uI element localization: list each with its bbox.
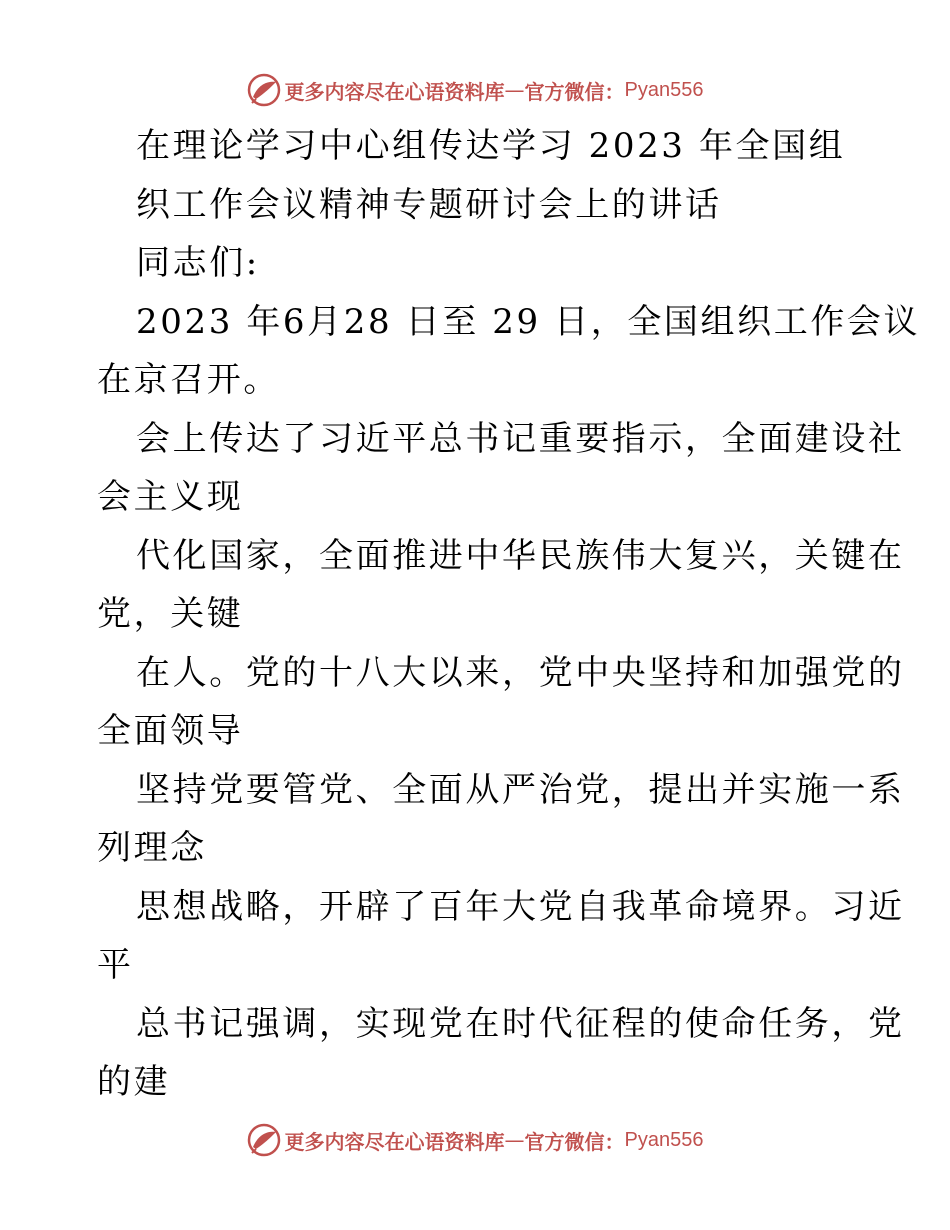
pen-logo-icon <box>247 73 281 107</box>
watermark-contact-id: Pyan556 <box>624 78 704 101</box>
text-line: 在理论学习中心组传达学习 2023 年全国组 <box>136 126 846 166</box>
text-line: 会上传达了习近平总书记重要指示，全面建设社 <box>136 418 905 459</box>
watermark-text: 更多内容尽在心语资料库 <box>284 1129 505 1154</box>
text-line: 的建 <box>97 1062 171 1102</box>
text-line: 党，关键 <box>97 594 244 634</box>
watermark-text: 更多内容尽在心语资料库 <box>284 79 505 104</box>
text-line: 平 <box>97 945 134 985</box>
text-line: 在京召开。 <box>97 360 280 400</box>
text-line: 在人。党的十八大以来，党中央坚持和加强党的 <box>136 652 905 693</box>
text-line: 列理念 <box>97 828 207 868</box>
text-line: 总书记强调，实现党在时代征程的使命任务，党 <box>136 1003 905 1044</box>
header-watermark <box>0 70 950 110</box>
text-line: 代化国家，全面推进中华民族伟大复兴，关键在 <box>136 535 905 576</box>
text-line: 全面领导 <box>97 711 244 751</box>
document-body <box>97 117 921 1112</box>
watermark-contact-id: Pyan556 <box>624 1128 704 1151</box>
text-line: 2023 年6月28 日至 29 日，全国组织工作会议 <box>136 301 921 342</box>
text-line: 思想战略，开辟了百年大党自我革命境界。习近 <box>136 886 905 927</box>
watermark-contact-label: 官方微信： <box>524 79 625 104</box>
text-line: 坚持党要管党、全面从严治党，提出并实施一系 <box>136 769 905 810</box>
text-line: 会主义现 <box>97 477 244 517</box>
pen-logo-icon <box>247 1123 281 1157</box>
text-line: 织工作会议精神专题研讨会上的讲话 <box>136 184 722 225</box>
text-line: 同志们: <box>136 243 260 283</box>
watermark-contact-label: 官方微信： <box>524 1129 625 1154</box>
watermark-separator: — <box>504 78 525 102</box>
footer-watermark <box>0 1120 950 1160</box>
watermark-separator: — <box>504 1128 525 1152</box>
